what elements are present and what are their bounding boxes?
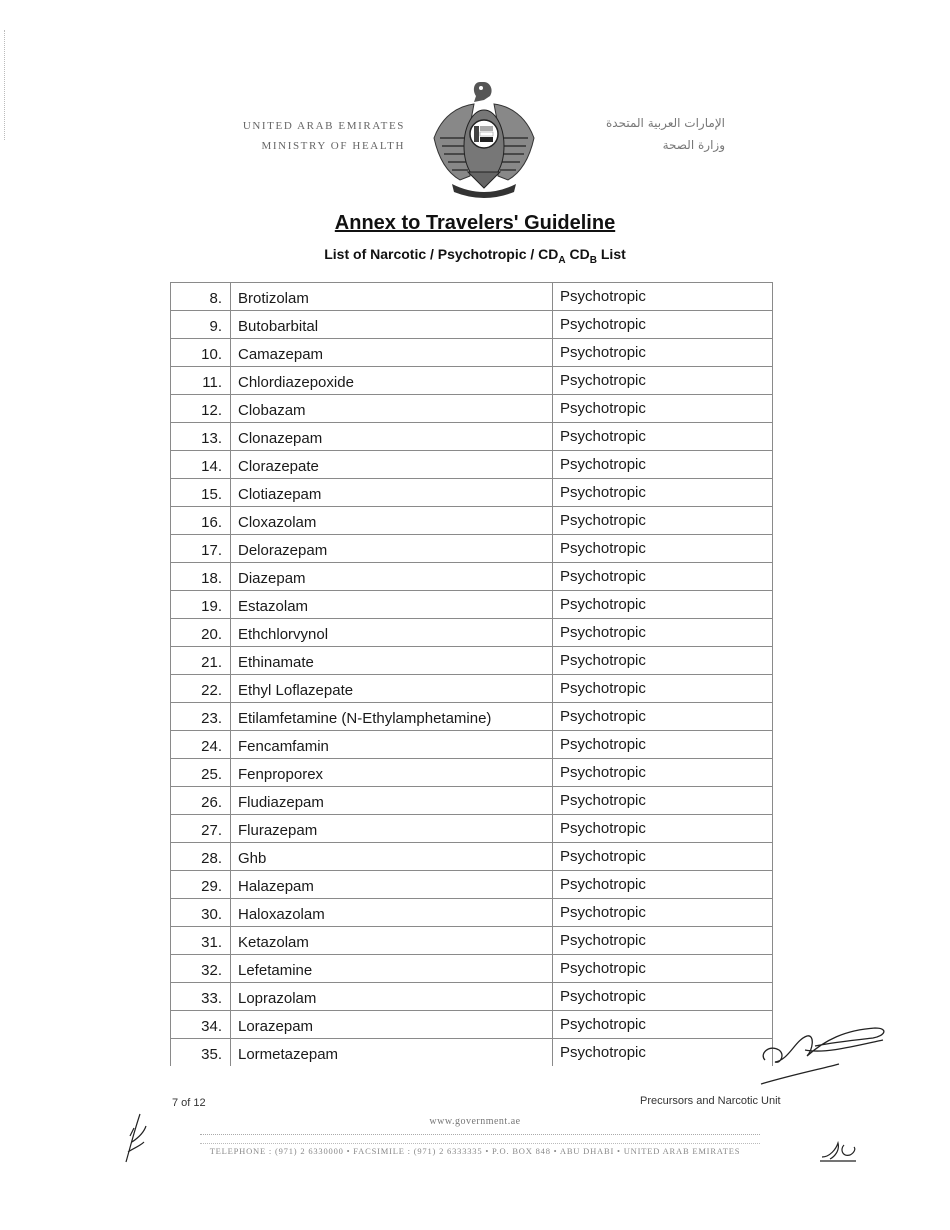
row-number: 25.: [201, 766, 222, 783]
substance-class: Psychotropic: [560, 988, 646, 1005]
substance-name: Diazepam: [238, 570, 306, 587]
substance-class: Psychotropic: [560, 764, 646, 781]
substance-class: Psychotropic: [560, 876, 646, 893]
letterhead-english: [200, 116, 405, 156]
row-number-cell: [171, 311, 231, 339]
row-number: 14.: [201, 458, 222, 475]
substance-name: Etilamfetamine (N-Ethylamphetamine): [238, 710, 492, 727]
substance-name-cell: [231, 423, 553, 451]
subtitle-sub-b: B: [589, 254, 597, 266]
table-row: [171, 647, 773, 675]
row-number-cell: [171, 619, 231, 647]
substance-name-cell: [231, 283, 553, 311]
table-row: [171, 563, 773, 591]
row-number-cell: [171, 1011, 231, 1039]
row-number-cell: [171, 563, 231, 591]
substance-name: Clonazepam: [238, 430, 323, 447]
substance-class: Psychotropic: [560, 540, 646, 557]
substance-name-cell: [231, 619, 553, 647]
row-number: 34.: [201, 1018, 222, 1035]
substance-name-cell: [231, 507, 553, 535]
substance-name: Fludiazepam: [238, 794, 324, 811]
substance-name-cell: [231, 479, 553, 507]
substance-class-cell: [553, 479, 773, 507]
substance-name: Ketazolam: [238, 934, 309, 951]
substance-name: Ethyl Loflazepate: [238, 682, 354, 699]
substance-table: [170, 282, 773, 1066]
substance-name-cell: [231, 675, 553, 703]
substance-name: Flurazepam: [238, 822, 318, 839]
row-number-cell: [171, 451, 231, 479]
substance-name-cell: [231, 563, 553, 591]
substance-name-cell: [231, 843, 553, 871]
document-subtitle: [0, 246, 950, 266]
substance-class-cell: [553, 955, 773, 983]
substance-name-cell: [231, 451, 553, 479]
subtitle-mid: CD: [565, 246, 590, 262]
substance-class-cell: [553, 507, 773, 535]
row-number-cell: [171, 731, 231, 759]
substance-class: Psychotropic: [560, 624, 646, 641]
signature-icon: [755, 1010, 895, 1090]
substance-class: Psychotropic: [560, 736, 646, 753]
table-row: [171, 311, 773, 339]
letterhead-arabic-country: الإمارات العربية المتحدة: [606, 116, 725, 130]
substance-class-cell: [553, 283, 773, 311]
substance-class-cell: [553, 899, 773, 927]
letterhead-arabic-ministry: وزارة الصحة: [662, 138, 725, 152]
row-number: 23.: [201, 710, 222, 727]
table-row: [171, 367, 773, 395]
letterhead-arabic: [560, 112, 725, 156]
substance-name: Cloxazolam: [238, 514, 317, 531]
row-number: 18.: [201, 570, 222, 587]
row-number-cell: [171, 591, 231, 619]
row-number-cell: [171, 703, 231, 731]
substance-class: Psychotropic: [560, 484, 646, 501]
substance-class-cell: [553, 731, 773, 759]
substance-class: Psychotropic: [560, 568, 646, 585]
row-number: 22.: [201, 682, 222, 699]
substance-class-cell: [553, 927, 773, 955]
substance-class: Psychotropic: [560, 960, 646, 977]
substance-class-cell: [553, 815, 773, 843]
row-number-cell: [171, 927, 231, 955]
scan-edge-mark: [4, 30, 7, 140]
substance-name: Clorazepate: [238, 458, 319, 475]
row-number-cell: [171, 815, 231, 843]
row-number: 28.: [201, 850, 222, 867]
substance-class-cell: [553, 647, 773, 675]
substance-name: Haloxazolam: [238, 906, 325, 923]
row-number: 15.: [201, 486, 222, 503]
substance-class: Psychotropic: [560, 316, 646, 333]
row-number: 13.: [201, 430, 222, 447]
substance-name-cell: [231, 1011, 553, 1039]
substance-class-cell: [553, 395, 773, 423]
table-row: [171, 451, 773, 479]
table-row: [171, 283, 773, 311]
substance-class-cell: [553, 843, 773, 871]
row-number: 16.: [201, 514, 222, 531]
table-row: [171, 1039, 773, 1067]
row-number: 35.: [201, 1046, 222, 1063]
substance-name: Ethchlorvynol: [238, 626, 329, 643]
substance-class-cell: [553, 563, 773, 591]
substance-class: Psychotropic: [560, 904, 646, 921]
table-row: [171, 591, 773, 619]
row-number: 20.: [201, 626, 222, 643]
table-row: [171, 955, 773, 983]
row-number-cell: [171, 339, 231, 367]
substance-class: Psychotropic: [560, 456, 646, 473]
substance-class: Psychotropic: [560, 1016, 646, 1033]
substance-name-cell: [231, 815, 553, 843]
substance-class: Psychotropic: [560, 596, 646, 613]
substance-class-cell: [553, 339, 773, 367]
substance-name-cell: [231, 395, 553, 423]
substance-class-cell: [553, 703, 773, 731]
row-number: 17.: [201, 542, 222, 559]
substance-name: Lefetamine: [238, 962, 313, 979]
row-number-cell: [171, 647, 231, 675]
row-number: 12.: [201, 402, 222, 419]
substance-class-cell: [553, 1039, 773, 1067]
row-number-cell: [171, 479, 231, 507]
substance-name: Ethinamate: [238, 654, 314, 671]
table-row: [171, 871, 773, 899]
substance-class: Psychotropic: [560, 344, 646, 361]
row-number-cell: [171, 283, 231, 311]
substance-class: Psychotropic: [560, 792, 646, 809]
row-number: 30.: [201, 906, 222, 923]
table-row: [171, 423, 773, 451]
subtitle-suffix: List: [596, 246, 626, 262]
row-number-cell: [171, 843, 231, 871]
row-number-cell: [171, 535, 231, 563]
table-row: [171, 815, 773, 843]
substance-class: Psychotropic: [560, 680, 646, 697]
substance-class-cell: [553, 451, 773, 479]
row-number-cell: [171, 787, 231, 815]
substance-class-cell: [553, 367, 773, 395]
substance-class: Psychotropic: [560, 932, 646, 949]
substance-name-cell: [231, 311, 553, 339]
substance-name: Brotizolam: [238, 290, 309, 307]
row-number-cell: [171, 367, 231, 395]
uae-emblem-icon: [428, 76, 540, 200]
footer-arabic-contact-line: [200, 1134, 760, 1144]
website: www.government.ae: [429, 1116, 521, 1127]
row-number-cell: [171, 1039, 231, 1067]
table-row: [171, 759, 773, 787]
subtitle-prefix: List of Narcotic / Psychotropic / CD: [324, 246, 559, 262]
table-row: [171, 843, 773, 871]
substance-class: Psychotropic: [560, 428, 646, 445]
substance-name-cell: [231, 1039, 553, 1067]
substance-name-cell: [231, 647, 553, 675]
table-row: [171, 983, 773, 1011]
table-row: [171, 395, 773, 423]
substance-name-cell: [231, 339, 553, 367]
row-number: 27.: [201, 822, 222, 839]
substance-class-cell: [553, 423, 773, 451]
row-number: 26.: [201, 794, 222, 811]
substance-name: Fenproporex: [238, 766, 324, 783]
footer-contact: TELEPHONE : (971) 2 6330000 • FACSIMILE : (971) 2 6333335 • P.O. BOX 848 • ABU DHABI • UNITED ARAB EMIRATES: [209, 1146, 741, 1156]
substance-name: Clobazam: [238, 402, 306, 419]
table-row: [171, 703, 773, 731]
row-number: 8.: [209, 290, 222, 307]
substance-class: Psychotropic: [560, 652, 646, 669]
substance-name-cell: [231, 927, 553, 955]
row-number-cell: [171, 759, 231, 787]
row-number: 32.: [201, 962, 222, 979]
row-number-cell: [171, 871, 231, 899]
table-row: [171, 535, 773, 563]
substance-name: Lormetazepam: [238, 1046, 339, 1063]
row-number-cell: [171, 423, 231, 451]
table-row: [171, 619, 773, 647]
substance-class-cell: [553, 619, 773, 647]
row-number-cell: [171, 983, 231, 1011]
letterhead-ministry: MINISTRY OF HEALTH: [261, 140, 405, 152]
substance-class-cell: [553, 535, 773, 563]
substance-name-cell: [231, 731, 553, 759]
substance-class-cell: [553, 591, 773, 619]
substance-class: Psychotropic: [560, 848, 646, 865]
document-title: Annex to Travelers' Guideline: [334, 212, 616, 234]
substance-class: Psychotropic: [560, 708, 646, 725]
row-number-cell: [171, 395, 231, 423]
substance-name-cell: [231, 759, 553, 787]
row-number: 19.: [201, 598, 222, 615]
substance-class: Psychotropic: [560, 820, 646, 837]
substance-class-cell: [553, 311, 773, 339]
table-row: [171, 927, 773, 955]
substance-class: Psychotropic: [560, 512, 646, 529]
substance-class-cell: [553, 871, 773, 899]
substance-class: Psychotropic: [560, 400, 646, 417]
substance-class-cell: [553, 1011, 773, 1039]
row-number: 9.: [209, 318, 222, 335]
substance-name: Loprazolam: [238, 990, 317, 1007]
row-number: 24.: [201, 738, 222, 755]
table-row: [171, 787, 773, 815]
substance-name: Chlordiazepoxide: [238, 374, 354, 391]
substance-class-cell: [553, 759, 773, 787]
row-number: 31.: [201, 934, 222, 951]
unit-name: Precursors and Narcotic Unit: [640, 1095, 781, 1107]
table-row: [171, 1011, 773, 1039]
row-number: 11.: [202, 374, 222, 391]
row-number-cell: [171, 675, 231, 703]
substance-class-cell: [553, 983, 773, 1011]
letterhead-country: UNITED ARAB EMIRATES: [242, 120, 405, 132]
substance-name-cell: [231, 983, 553, 1011]
row-number: 10.: [201, 346, 222, 363]
substance-name-cell: [231, 955, 553, 983]
substance-name-cell: [231, 703, 553, 731]
substance-name: Lorazepam: [238, 1018, 314, 1035]
substance-name-cell: [231, 871, 553, 899]
page-number: 7 of 12: [172, 1097, 206, 1109]
substance-name-cell: [231, 787, 553, 815]
table-row: [171, 339, 773, 367]
table-row: [171, 507, 773, 535]
row-number-cell: [171, 899, 231, 927]
table-row: [171, 479, 773, 507]
table-row: [171, 731, 773, 759]
substance-name: Delorazepam: [238, 542, 328, 559]
substance-name-cell: [231, 367, 553, 395]
substance-name: Estazolam: [238, 598, 309, 615]
substance-name: Butobarbital: [238, 318, 319, 335]
row-number-cell: [171, 507, 231, 535]
row-number: 33.: [201, 990, 222, 1007]
substance-name-cell: [231, 535, 553, 563]
substance-class: Psychotropic: [560, 1044, 646, 1061]
substance-name-cell: [231, 591, 553, 619]
row-number: 21.: [201, 654, 222, 671]
substance-class-cell: [553, 675, 773, 703]
substance-class: Psychotropic: [560, 372, 646, 389]
table-row: [171, 675, 773, 703]
substance-name-cell: [231, 899, 553, 927]
substance-name: Halazepam: [238, 878, 314, 895]
subtitle-sub-a: A: [558, 254, 566, 266]
substance-name: Camazepam: [238, 346, 324, 363]
row-number: 29.: [201, 878, 222, 895]
substance-class: Psychotropic: [560, 288, 646, 305]
row-number-cell: [171, 955, 231, 983]
substance-name: Ghb: [238, 850, 267, 867]
substance-class-cell: [553, 787, 773, 815]
substance-name: Clotiazepam: [238, 486, 322, 503]
substance-name: Fencamfamin: [238, 738, 329, 755]
substance-table-body: [171, 283, 773, 1067]
table-row: [171, 899, 773, 927]
